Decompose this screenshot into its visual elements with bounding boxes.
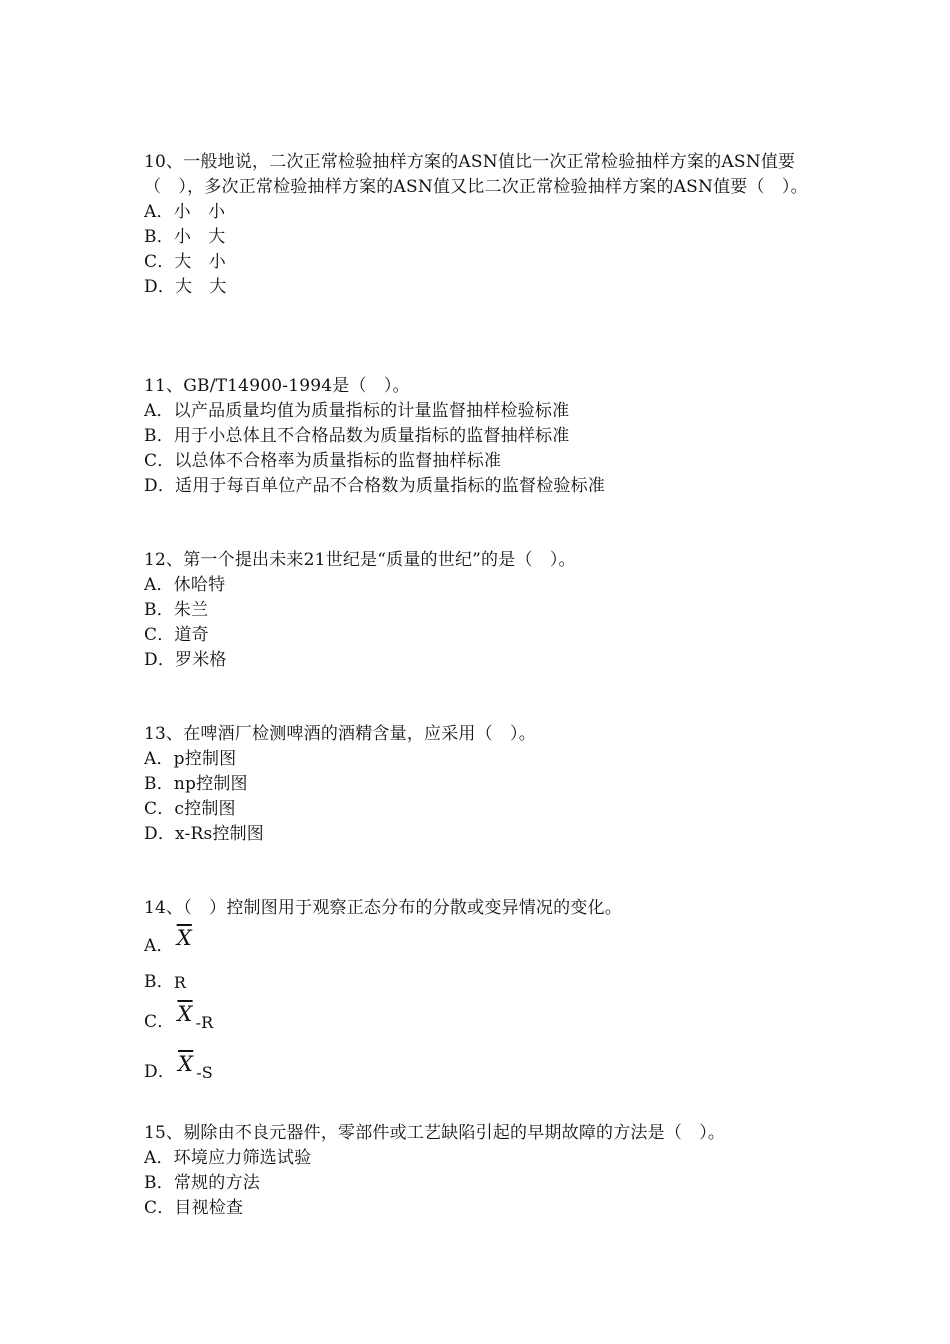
option-letter: A． <box>144 936 174 956</box>
question-stem: 15、剔除由不良元器件，零部件或工艺缺陷引起的早期故障的方法是（ ）。 <box>144 1123 726 1143</box>
option-c: C．以总体不合格率为质量指标的监督抽样标准 <box>144 451 502 471</box>
option-b: B．小 大 <box>144 227 226 247</box>
question-stem: 11、GB/T14900-1994是（ ）。 <box>144 376 410 396</box>
question-11 <box>144 374 812 499</box>
x-bar-symbol: $\overline{X}$ <box>176 926 192 950</box>
option-c: C．目视检查 <box>144 1198 244 1218</box>
question-15 <box>144 1121 812 1221</box>
question-14 <box>144 896 812 1085</box>
option-a: A．休哈特 <box>144 575 226 595</box>
x-bar-symbol: $\overline{X}$ <box>177 1002 193 1026</box>
option-b: B．用于小总体且不合格品数为质量指标的监督抽样标准 <box>144 426 570 446</box>
option-d: D．大 大 <box>144 277 227 297</box>
option-suffix: -R <box>195 1013 214 1032</box>
option-b <box>144 959 812 995</box>
question-stem: 12、第一个提出未来21世纪是“质量的世纪”的是（ ）。 <box>144 550 576 570</box>
option-suffix: -S <box>196 1063 213 1082</box>
question-13 <box>144 722 812 847</box>
option-letter: B． <box>144 972 174 992</box>
option-a: A．以产品质量均值为质量指标的计量监督抽样检验标准 <box>144 401 570 421</box>
option-a: A．环境应力筛选试验 <box>144 1148 312 1168</box>
option-a: A．小 小 <box>144 202 226 222</box>
option-d <box>144 1035 812 1085</box>
option-c <box>144 995 812 1035</box>
option-c: C．大 小 <box>144 252 227 272</box>
option-a <box>144 921 812 959</box>
option-b: B．np控制图 <box>144 774 248 794</box>
option-d: D．x-Rs控制图 <box>144 824 264 844</box>
option-b: B．朱兰 <box>144 600 209 620</box>
option-d: D．适用于每百单位产品不合格数为质量指标的监督检验标准 <box>144 476 606 496</box>
option-c: C．道奇 <box>144 625 209 645</box>
option-a: A．p控制图 <box>144 749 237 769</box>
option-suffix: R <box>173 973 187 992</box>
question-10 <box>144 150 812 300</box>
question-stem: 10、一般地说，二次正常检验抽样方案的ASN值比一次正常检验抽样方案的ASN值要 （ ），多次正常检验抽样方案的ASN值又比二次正常检验抽样方案的ASN值要（ ）。 <box>144 152 808 197</box>
question-12 <box>144 548 812 673</box>
question-stem: 14、（ ）控制图用于观察正态分布的分散或变异情况的变化。 <box>144 898 622 918</box>
option-d: D．罗米格 <box>144 650 227 670</box>
option-letter: C． <box>144 1012 175 1032</box>
option-c: C．c控制图 <box>144 799 236 819</box>
option-letter: D． <box>144 1062 176 1082</box>
x-bar-symbol: $\overline{X}$ <box>178 1052 194 1076</box>
option-b: B．常规的方法 <box>144 1173 260 1193</box>
question-stem: 13、在啤酒厂检测啤酒的酒精含量，应采用（ ）。 <box>144 724 536 744</box>
